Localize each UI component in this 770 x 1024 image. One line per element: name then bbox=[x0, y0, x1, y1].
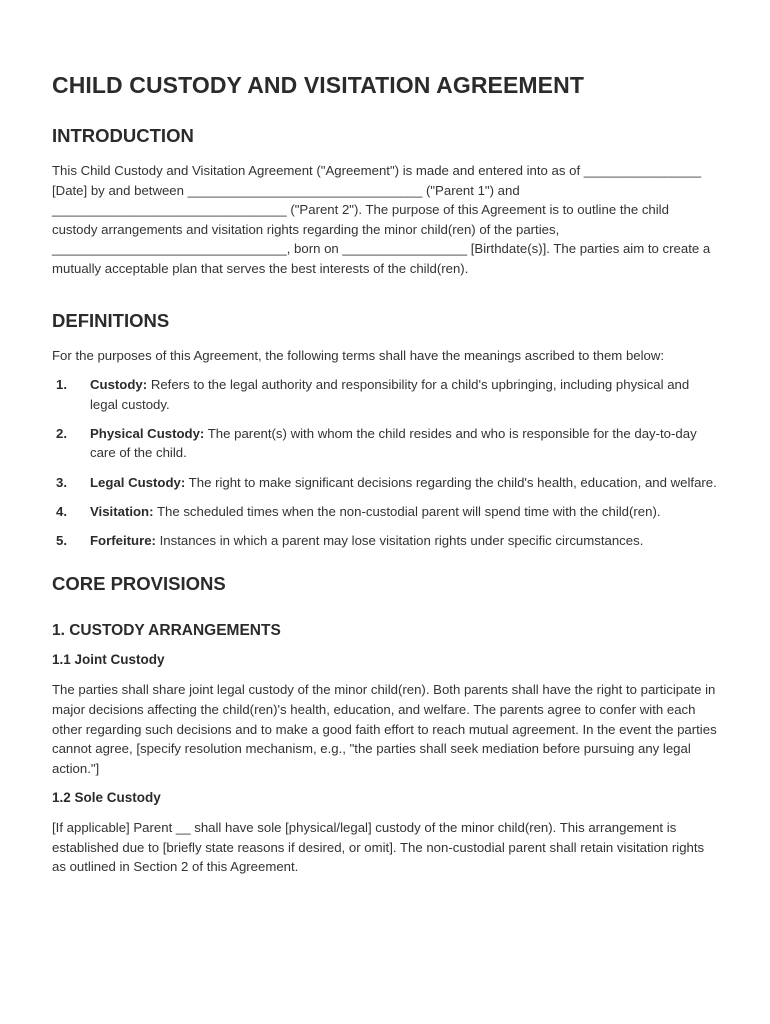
definition-text: The scheduled times when the non-custodial parent will spend time with the child(ren). bbox=[153, 503, 661, 519]
sole-custody-paragraph: [If applicable] Parent __ shall have sole [physical/legal] custody of the minor child(ren). This arrangement is established due to [briefly state reasons if desired, or omit]. The non-custodial parent shall retain visitation rights as outlined in Section 2 of this Agreement. bbox=[52, 820, 705, 875]
definition-item bbox=[52, 531, 718, 551]
introduction-section bbox=[52, 124, 718, 279]
definition-item bbox=[52, 473, 718, 493]
definition-term: Physical Custody: bbox=[90, 425, 205, 441]
definition-number: 5. bbox=[56, 532, 67, 548]
definition-term: Custody: bbox=[90, 377, 148, 393]
joint-custody-paragraph: The parties shall share joint legal custody of the minor child(ren). Both parents shall have the right to participate in major decisions affecting the child(ren)'s health, education, and welfare. The parents agree to confer with each other regarding such decisions and to make a good faith effort to reach mutual agreement. In the event the parties cannot agree, [specify resolution mechanism, e.g., "the parties shall seek mediation before pursuing any legal action."] bbox=[52, 682, 717, 776]
core-provisions-heading: CORE PROVISIONS bbox=[52, 573, 226, 595]
definitions-intro: For the purposes of this Agreement, the following terms shall have the meanings ascribed to them below: bbox=[52, 347, 665, 363]
definition-text: Refers to the legal authority and responsibility for a child's upbringing, including physical and legal custody. bbox=[90, 377, 690, 412]
definitions-heading: DEFINITIONS bbox=[52, 309, 170, 331]
core-provisions-section bbox=[52, 572, 718, 877]
definition-item bbox=[52, 424, 718, 463]
custody-arrangements-heading: 1. CUSTODY ARRANGEMENTS bbox=[52, 622, 281, 640]
definition-text: The right to make significant decisions regarding the child's health, education, and welfare. bbox=[185, 474, 717, 490]
definition-number: 1. bbox=[56, 377, 67, 393]
definition-number: 2. bbox=[56, 425, 67, 441]
definition-text: Instances in which a parent may lose visitation rights under specific circumstances. bbox=[155, 532, 644, 548]
introduction-paragraph: This Child Custody and Visitation Agreement ("Agreement") is made and entered into as of ________________ [Date] by and between ________________________________ ("Parent 1") and ________________________________ ("Parent 2"). The purpose of this Agreement is to outline the child custody arrangements and visitation rights regarding the minor child(ren) of the parties, ________________________________, born on _________________ [Birthdate(s)]. The parties aim to create a mutually acceptable plan that serves the best interests of the child(ren). bbox=[52, 163, 711, 276]
document-title: CHILD CUSTODY AND VISITATION AGREEMENT bbox=[52, 72, 584, 98]
definitions-section bbox=[52, 309, 718, 551]
sole-custody-heading: 1.2 Sole Custody bbox=[52, 790, 161, 806]
definition-term: Legal Custody: bbox=[90, 474, 186, 490]
definitions-list bbox=[52, 375, 718, 550]
definition-term: Visitation: bbox=[90, 503, 154, 519]
definition-number: 4. bbox=[56, 503, 67, 519]
definition-text: The parent(s) with whom the child resides and who is responsible for the day-to-day care of the child. bbox=[90, 425, 697, 461]
definition-item bbox=[52, 375, 718, 414]
introduction-heading: INTRODUCTION bbox=[52, 125, 194, 146]
definition-number: 3. bbox=[56, 474, 67, 490]
definition-item bbox=[52, 502, 718, 522]
definition-term: Forfeiture: bbox=[90, 532, 156, 548]
joint-custody-heading: 1.1 Joint Custody bbox=[52, 652, 165, 668]
